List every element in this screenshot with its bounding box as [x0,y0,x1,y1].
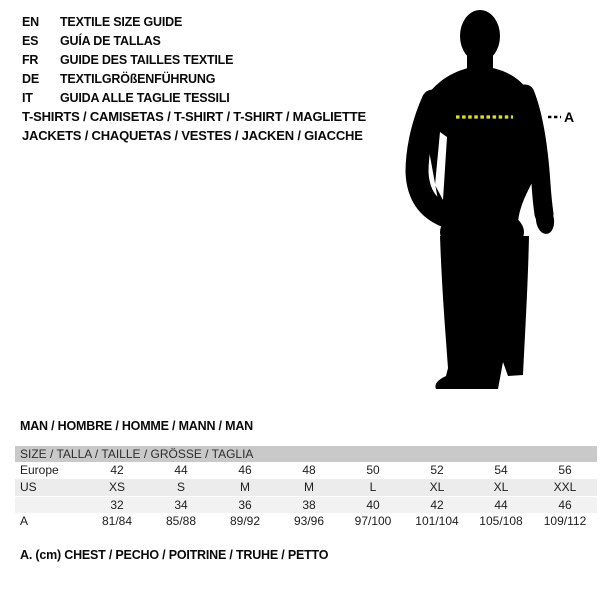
row-label: US [20,480,37,494]
language-code: IT [22,90,33,105]
language-label: GUÍA DE TALLAS [60,33,161,48]
category-jackets: JACKETS / CHAQUETAS / VESTES / JACKEN / GIACCHE [22,128,363,143]
man-silhouette-figure [406,4,574,396]
table-cell: 40 [366,498,380,512]
measure-label-a: A [564,109,575,125]
table-cell: XXL [553,480,577,494]
table-cell: XL [429,480,445,494]
table-row-alt-sizes [15,496,597,513]
table-cell: 89/92 [229,514,261,528]
language-row-it [22,88,233,107]
language-label: GUIDE DES TAILLES TEXTILE [60,52,234,67]
table-cell: XL [493,480,509,494]
table-cell: S [176,480,185,494]
language-label: TEXTILE SIZE GUIDE [60,14,183,29]
table-cell: 44 [494,498,508,512]
table-cell: 52 [430,463,444,477]
table-cell: 42 [110,463,124,477]
language-label: TEXTILGRÖßENFÜHRUNG [60,71,216,86]
table-cell: 38 [302,498,316,512]
category-lines [22,107,366,145]
language-code: DE [22,71,39,86]
category-tshirts: T-SHIRTS / CAMISETAS / T-SHIRT / T-SHIRT / MAGLIETTE [22,109,366,124]
table-row-us [15,479,597,496]
footnote-chest: A. (cm) CHEST / PECHO / POITRINE / TRUHE / PETTO [20,548,329,562]
silhouette-body [417,10,556,389]
language-label: GUIDA ALLE TAGLIE TESSILI [60,90,230,105]
language-row-de [22,69,233,88]
row-label: A [20,514,29,528]
size-table [15,446,597,530]
table-row-chest-a [15,513,597,530]
size-table-header: SIZE / TALLA / TAILLE / GRÖSSE / TAGLIA [15,446,597,462]
language-row-en [22,12,233,31]
language-code: EN [22,14,39,29]
language-code: FR [22,52,39,67]
table-cell: 46 [558,498,572,512]
table-cell: 34 [174,498,188,512]
table-cell: 81/84 [101,514,133,528]
table-cell: 42 [430,498,444,512]
table-cell: 32 [110,498,124,512]
table-cell: 109/112 [543,514,587,528]
table-cell: L [369,480,377,494]
table-row-europe [15,462,597,479]
language-row-es [22,31,233,50]
table-cell: 85/88 [165,514,197,528]
section-title-man: MAN / HOMBRE / HOMME / MANN / MAN [20,419,253,433]
table-cell: 50 [366,463,380,477]
table-cell: M [240,480,250,494]
table-cell: 48 [302,463,316,477]
language-list [22,12,233,107]
language-code: ES [22,33,39,48]
table-cell: 44 [174,463,188,477]
table-cell: 97/100 [354,514,392,528]
table-cell: 36 [238,498,252,512]
table-cell: 54 [494,463,508,477]
table-cell: 105/108 [479,514,523,528]
table-cell: 56 [558,463,572,477]
table-cell: M [304,480,314,494]
table-cell: 93/96 [293,514,325,528]
row-label: Europe [20,463,59,477]
table-cell: XS [108,480,125,494]
table-cell: 46 [238,463,252,477]
table-cell: 101/104 [415,514,459,528]
language-row-fr [22,50,233,69]
